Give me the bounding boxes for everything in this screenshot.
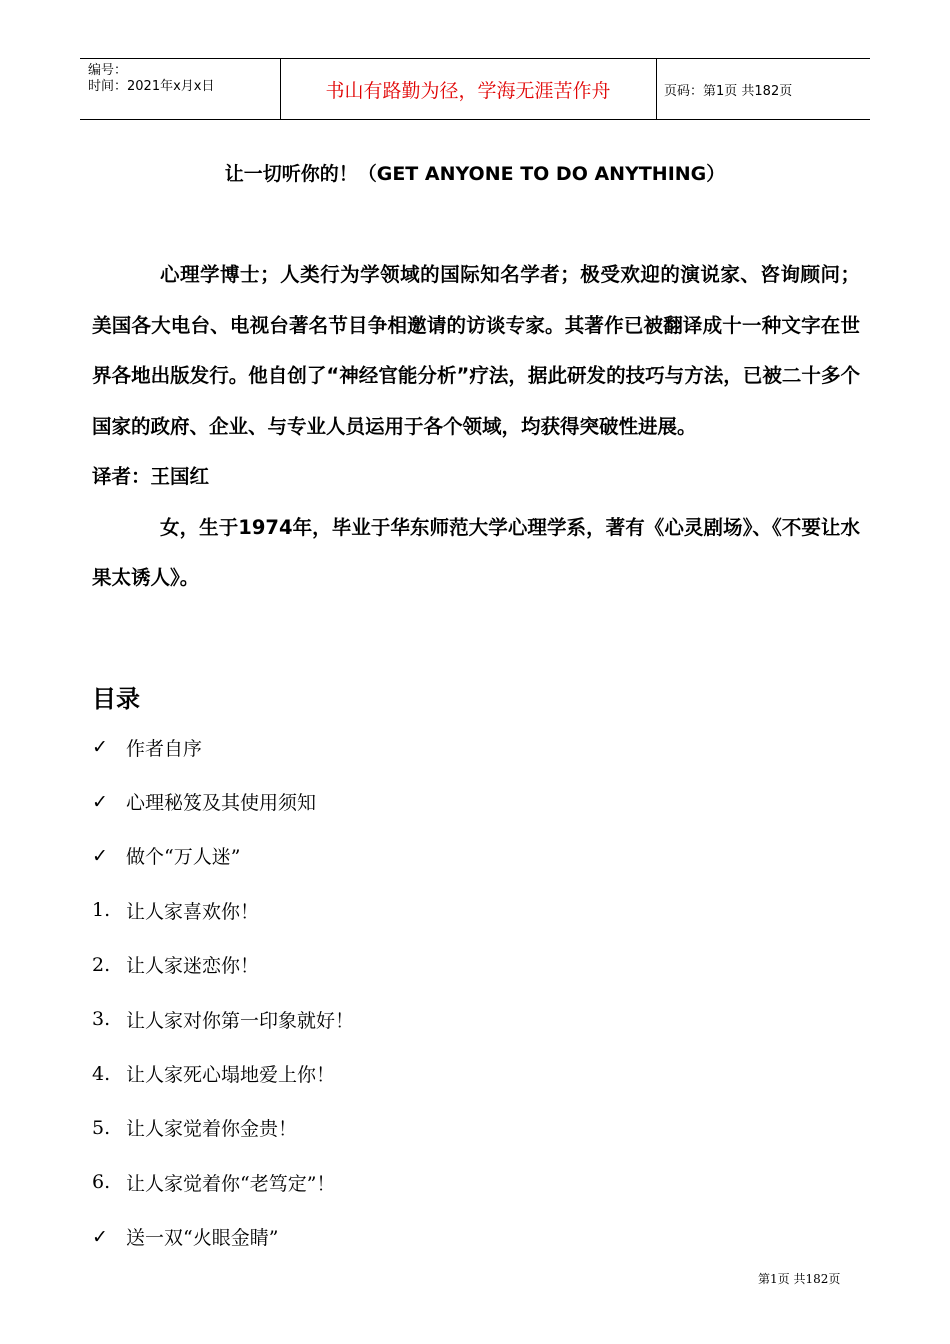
toc-item[interactable] — [92, 883, 852, 937]
item-number: 4. — [92, 1062, 111, 1085]
toc-item-label: 心理秘笈及其使用须知 — [126, 792, 317, 815]
translator-intro: 女，生于1974年，毕业于华东师范大学心理学系，著有《心灵剧场》、《不要让水果太诱人》。 — [92, 515, 860, 589]
toc-item-label: 作者自序 — [126, 737, 203, 760]
check-icon: ✓ — [92, 1225, 108, 1248]
toc-item[interactable] — [92, 720, 852, 774]
toc-item[interactable] — [92, 829, 852, 883]
toc-item-label: 让人家觉着你“老笃定”！ — [126, 1172, 336, 1195]
header-divider — [656, 59, 657, 119]
header-meta — [88, 63, 278, 95]
check-icon: ✓ — [92, 844, 108, 867]
header-divider — [280, 59, 281, 119]
toc-item[interactable] — [92, 1101, 852, 1155]
page-header — [80, 58, 870, 120]
check-icon: ✓ — [92, 736, 108, 759]
header-motto: 书山有路勤为径，学海无涯苦作舟 — [325, 79, 611, 102]
toc-item[interactable] — [92, 1046, 852, 1100]
table-of-contents — [92, 720, 852, 1264]
toc-item-label: 让人家死心塌地爱上你！ — [126, 1064, 336, 1087]
toc-item[interactable] — [92, 774, 852, 828]
translator-label: 译者：王国红 — [92, 465, 210, 488]
toc-item[interactable] — [92, 1210, 852, 1264]
toc-item-label: 让人家觉着你金贵！ — [126, 1118, 298, 1141]
page-footer: 第1页 共182页 — [758, 1272, 841, 1286]
time-label: 时间：2021年x月x日 — [88, 79, 215, 94]
item-number: 3. — [92, 1008, 111, 1031]
toc-item-label: 让人家迷恋你！ — [126, 955, 260, 978]
toc-item-label: 让人家对你第一印象就好！ — [126, 1009, 355, 1032]
check-icon: ✓ — [92, 790, 108, 813]
intro-section — [92, 250, 860, 604]
toc-item[interactable] — [92, 1155, 852, 1209]
document-title: 让一切听你的！（GET ANYONE TO DO ANYTHING） — [224, 163, 726, 185]
header-page-info: 页码：第1页 共182页 — [664, 83, 793, 99]
toc-item[interactable] — [92, 938, 852, 992]
item-number: 1. — [92, 899, 111, 922]
toc-item-label: 送一双“火眼金睛” — [126, 1227, 279, 1250]
toc-item[interactable] — [92, 992, 852, 1046]
item-number: 6. — [92, 1171, 111, 1194]
item-number: 5. — [92, 1116, 111, 1139]
author-intro: 心理学博士；人类行为学领域的国际知名学者；极受欢迎的演说家、咨询顾问；美国各大电台、电视台著名节目争相邀请的访谈专家。其著作已被翻译成十一种文字在世界各地出版发行。他自创了“神经官能分析”疗法，据此研发的技巧与方法，已被二十多个国家的政府、企业、与专业人员运用于各个领域，均获得突破性进展。 — [92, 263, 860, 438]
item-number: 2. — [92, 953, 111, 976]
toc-item-label: 做个“万人迷” — [126, 846, 241, 869]
number-label: 编号： — [88, 63, 128, 78]
toc-item-label: 让人家喜欢你！ — [126, 900, 260, 923]
toc-heading: 目录 — [92, 685, 140, 713]
